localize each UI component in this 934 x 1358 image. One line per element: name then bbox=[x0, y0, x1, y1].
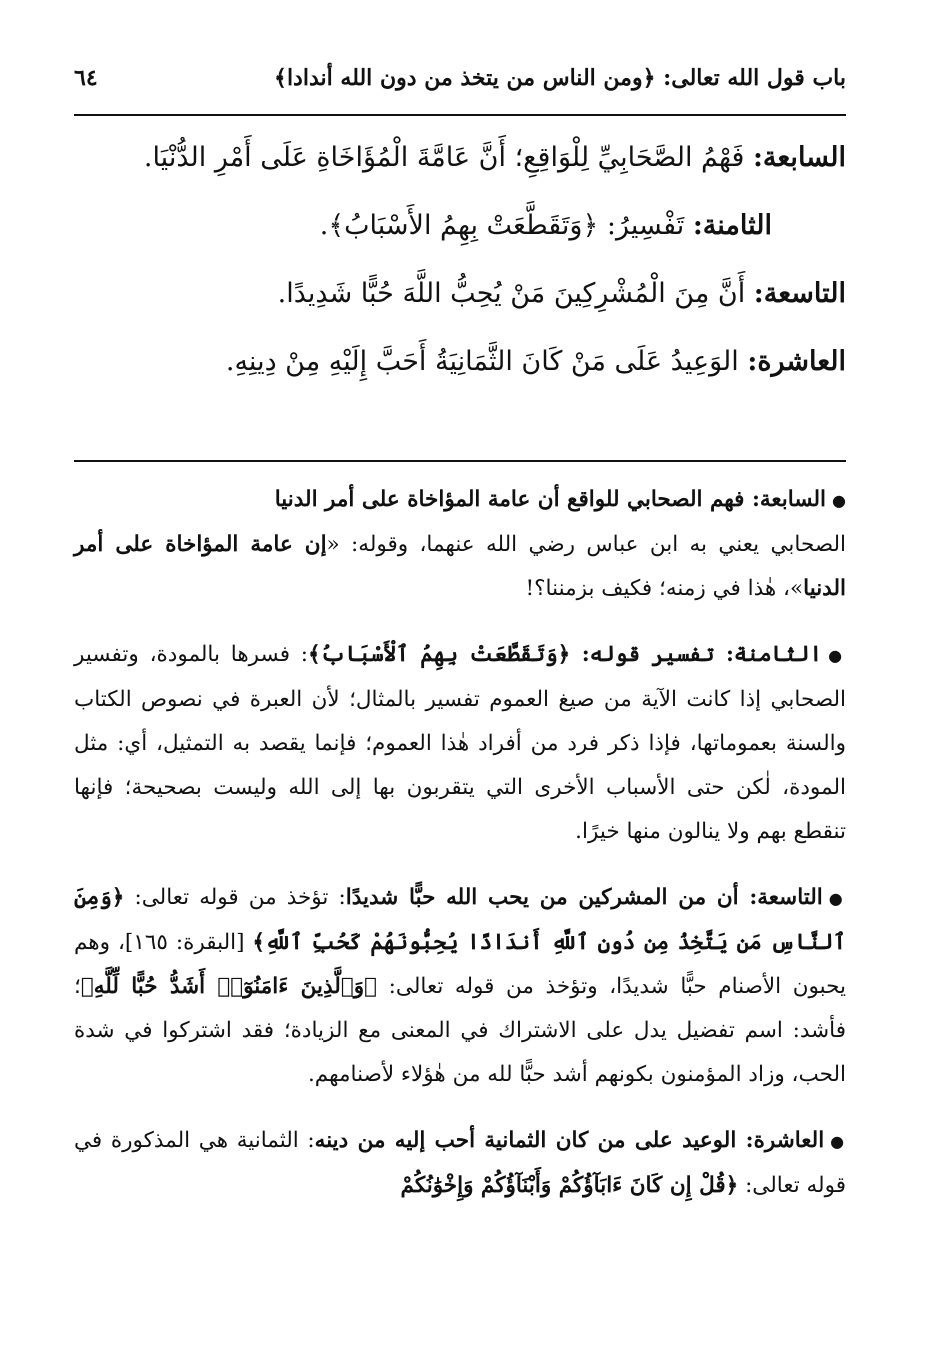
matn-line-9 bbox=[74, 260, 846, 328]
paragraph-text: : الثمانية هي المذكورة في قوله تعالى: bbox=[74, 1128, 846, 1198]
quoted-phrase: إن عامة المؤاخاة على أمر الدنيا bbox=[74, 532, 846, 601]
paragraph-text: : تؤخذ من قوله تعالى: bbox=[124, 885, 346, 910]
page-number: ٦٤ bbox=[74, 65, 98, 91]
bullet-icon: ● bbox=[828, 646, 847, 665]
matn-text: فَهْمُ الصَّحَابِيِّ لِلْوَاقِعِ؛ أَنَّ عَامَّةَ الْمُؤَاخَاةِ عَلَى أَمْرِ الدُّنْيَا. bbox=[143, 142, 745, 173]
commentary-paragraph-7 bbox=[74, 478, 846, 611]
chapter-title: باب قول الله تعالى: ﴿ومن الناس من يتخذ من دون الله أندادا﴾ bbox=[274, 65, 846, 91]
quran-verse: ﴿قُلْ إِن كَانَ ءَابَآؤُكُمْ وَأَبْنَآؤُكُمْ وَإِخْوَٰنُكُمْ bbox=[400, 1173, 739, 1198]
paragraph-text: [البقرة: ١٦٥]، وهم يحبون الأصنام حبًّا شديدًا، وتؤخذ من قوله تعالى: bbox=[74, 930, 846, 999]
matn-line-8 bbox=[74, 192, 846, 260]
matn-line-10 bbox=[74, 328, 846, 396]
matn-label: السابعة: bbox=[752, 142, 846, 173]
commentary-paragraph-8 bbox=[74, 633, 846, 854]
matn-label: الثامنة: bbox=[692, 210, 772, 241]
bullet-icon: ● bbox=[832, 491, 846, 510]
matn-text: الوَعِيدُ عَلَى مَنْ كَانَ الثَّمَانِيَةُ أَحَبَّ إِلَيْهِ مِنْ دِينِهِ. bbox=[225, 346, 739, 377]
paragraph-text: ؛ فأشد: اسم تفضيل يدل على الاشتراك في المعنى مع الزيادة؛ فقد اشتركوا في شدة الحب، وزاد المؤمنون بكونهم أشد حبًّا لله من هٰؤلاء لأصنامهم. bbox=[74, 974, 846, 1087]
matn-text: تَفْسِيرُ: ﴿وَتَقَطَّعَتْ بِهِمُ الأَسْبَابُ﴾. bbox=[319, 210, 685, 241]
matn-text: أَنَّ مِنَ الْمُشْرِكِينَ مَنْ يُحِبُّ اللَّهَ حُبًّا شَدِيدًا. bbox=[277, 278, 746, 309]
header-divider bbox=[74, 114, 846, 116]
paragraph-heading: العاشرة: الوعيد على من كان الثمانية أحب إليه من دينه bbox=[314, 1128, 825, 1153]
paragraph-text: »، هٰذا في زمنه؛ فكيف بزمننا؟! bbox=[525, 576, 804, 601]
paragraph-heading: السابعة: فهم الصحابي للواقع أن عامة المؤاخاة على أمر الدنيا bbox=[274, 487, 827, 512]
commentary-paragraph-10 bbox=[74, 1119, 846, 1208]
running-header bbox=[74, 52, 846, 104]
matn-section bbox=[74, 124, 846, 396]
commentary-paragraph-9 bbox=[74, 876, 846, 1097]
commentary-section bbox=[74, 478, 846, 1230]
section-divider bbox=[74, 460, 846, 462]
quran-verse: ﴿وَٱلَّذِينَ ءَامَنُوٓا۟ أَشَدُّ حُبًّا لِّلَّهِ﴾ bbox=[80, 974, 378, 999]
paragraph-heading: التاسعة: أن من المشركين من يحب الله حبًّا شديدًا bbox=[345, 885, 823, 910]
bullet-icon: ● bbox=[830, 1132, 846, 1151]
quran-verse: ﴿وَمِنَ ٱلنَّاسِ مَن يَتَّخِذُ مِن دُونِ ٱللَّهِ أَندَادًا يُحِبُّونَهُمْ كَحُبِّ ٱللَّهِ﴾ bbox=[74, 885, 846, 955]
bullet-icon: ● bbox=[828, 889, 846, 908]
paragraph-text: الصحابي يعني به ابن عباس رضي الله عنهما، وقوله: « bbox=[326, 532, 847, 557]
matn-label: العاشرة: bbox=[747, 346, 846, 377]
matn-line-7 bbox=[74, 124, 846, 192]
paragraph-heading: الثامنة: تفسير قوله: ﴿وَتَقَطَّعَتْ بِهِمُ ٱلْأَسْبَابُ﴾ bbox=[308, 642, 823, 667]
paragraph-text: : فسرها بالمودة، وتفسير الصحابي إذا كانت الآية من صيغ العموم تفسير بالمثال؛ لأن العبرة في نصوص الكتاب والسنة بعموماتها، فإذا ذكر فرد من أفراد هٰذا العموم؛ فإنما يقصد به التمثيل، أي: مثل المودة، لٰكن حتى الأسباب الأخرى التي يتقربون بها إلى الله وليست بصحيحة؛ فإنها تنقطع بهم ولا ينالون منها خيرًا. bbox=[74, 642, 846, 844]
matn-label: التاسعة: bbox=[753, 278, 846, 309]
